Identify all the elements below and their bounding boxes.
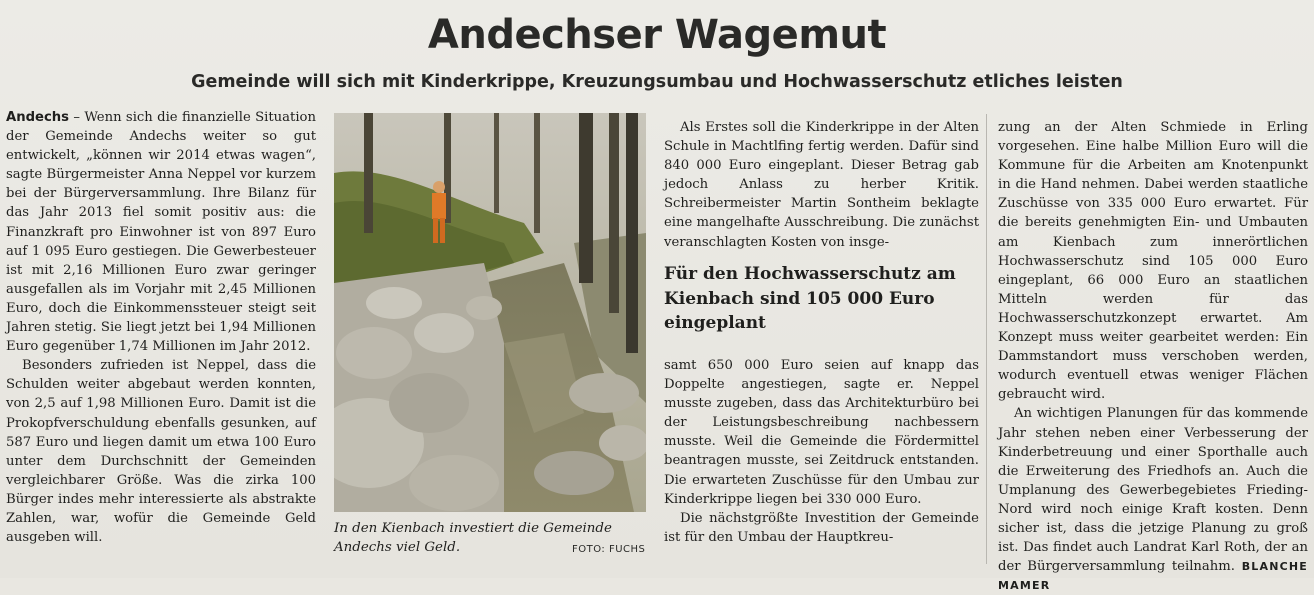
paragraph-5: Die nächstgrößte Investition der Gemeinde ist für den Umbau der Hauptkreu- (664, 510, 979, 545)
article-column-3 (664, 118, 979, 252)
creek-photo-illustration (334, 113, 646, 512)
photo-credit: FOTO: FUCHS (572, 544, 646, 555)
headline: Andechser Wagemut (427, 12, 887, 58)
paragraph-4: samt 650 000 Euro seien auf knapp das Doppelte angestiegen, sagte er. Neppel musste zugeben, dass das Architekturbüro bei der Leistungsbeschreibung nachbessern musste. Weil die Gemeinde die Fördermittel beantragen musste, sei Zeitdruck entstanden. Die erwarteten Zuschüsse für den Umbau zur Kinderkrippe liegen bei 330 000 Euro. (664, 358, 979, 507)
article-column-4 (998, 118, 1308, 595)
intermediate-heading: Für den Hochwasserschutz am Kienbach sind 105 000 Euro eingeplant (664, 264, 956, 333)
paragraph-7-text: An wichtigen Planungen für das kommende Jahr stehen neben einer Verbesserung der Kinderbetreuung und einer Sporthalle auch die Erweiterung des Friedhofs an. Auch die Umplanung des Gewerbegebietes Frieding-Nord wird noch einige Kraft kosten. Denn sicher ist, dass die jetzige Planung zu groß ist. Das findet auch Landrat Karl Roth, der an der Bürgerversammlung teilnahm. (998, 406, 1308, 575)
paragraph-6: zung an der Alten Schmiede in Erling vorgesehen. Eine halbe Million Euro will die Kommune für die Arbeiten am Knotenpunkt in die Hand nehmen. Dabei werden staatliche Zuschüsse von 335 000 Euro erwartet. Für die bereits genehmigten Ein- und Umbauten am Kienbach zum innerörtlichen Hochwasserschutz sind 105 000 Euro eingeplant, 66 000 Euro an staatlichen Mitteln werden für das Hochwasserschutzkonzept erwartet. Am Konzept muss weiter gearbeitet werden: Ein Dammstandort muss verschoben werden, wodurch eventuell etwas weniger Flächen gebraucht wird. (998, 120, 1308, 403)
creek-photo (334, 113, 646, 512)
article-column-3-continued (664, 356, 979, 547)
photo-caption: In den Kienbach investiert die Gemeinde Andechs viel Geld. (334, 521, 612, 555)
paragraph-3: Als Erstes soll die Kinderkrippe in der Alten Schule in Machtlfing fertig werden. Dafür sind 840 000 Euro eingeplant. Dieser Betrag gab jedoch Anlass zu herber Kritik. Schreibermeister Martin Sontheim beklagte eine mangelhafte Ausschreibung. Die zunächst veranschlagten Kosten von insge- (664, 120, 979, 250)
article-column-1 (6, 108, 316, 547)
subheadline: Gemeinde will sich mit Kinderkrippe, Kreuzungsumbau und Hochwasserschutz etliches leisten (191, 72, 1123, 92)
paragraph-7 (998, 404, 1308, 595)
paragraph-2: Besonders zufrieden ist Neppel, dass die Schulden weiter abgebaut werden konnten, von 2,5 auf 1,98 Millionen Euro. Damit ist die Prokopfverschuldung ebenfalls gesunken, auf 587 Euro und liegen damit um etwa 100 Euro unter dem Durchschnitt der Gemeinden vergleichbarer Größe. Was die zirka 100 Bürger indes mehr interessierte als abstrakte Zahlen, war, wofür die Gemeinde Geld ausgeben will. (6, 358, 316, 546)
column-divider (986, 114, 987, 564)
author-byline: BLANCHE MAMER (998, 560, 1308, 593)
dateline: Andechs (6, 110, 70, 125)
paragraph-1 (6, 108, 316, 356)
paragraph-1-text: – Wenn sich die finanzielle Situation der Gemeinde Andechs weiter so gut entwickelt, „können wir 2014 etwas wagen“, sagte Bürgermeister Anna Neppel vor kurzem bei der Bürgerversammlung. Ihre Bilanz für das Jahr 2013 fiel somit positiv aus: die Finanzkraft pro Einwohner ist von 897 Euro auf 1 095 Euro gestiegen. Die Gewerbesteuer ist mit 2,16 Millionen Euro zwar geringer ausgefallen als im Vorjahr mit 2,45 Millionen Euro, doch die Einkommenssteuer steigt seit Jahren stetig. Sie liegt jetzt bei 1,94 Millionen Euro gegenüber 1,74 Millionen im Jahr 2012. (6, 110, 316, 355)
